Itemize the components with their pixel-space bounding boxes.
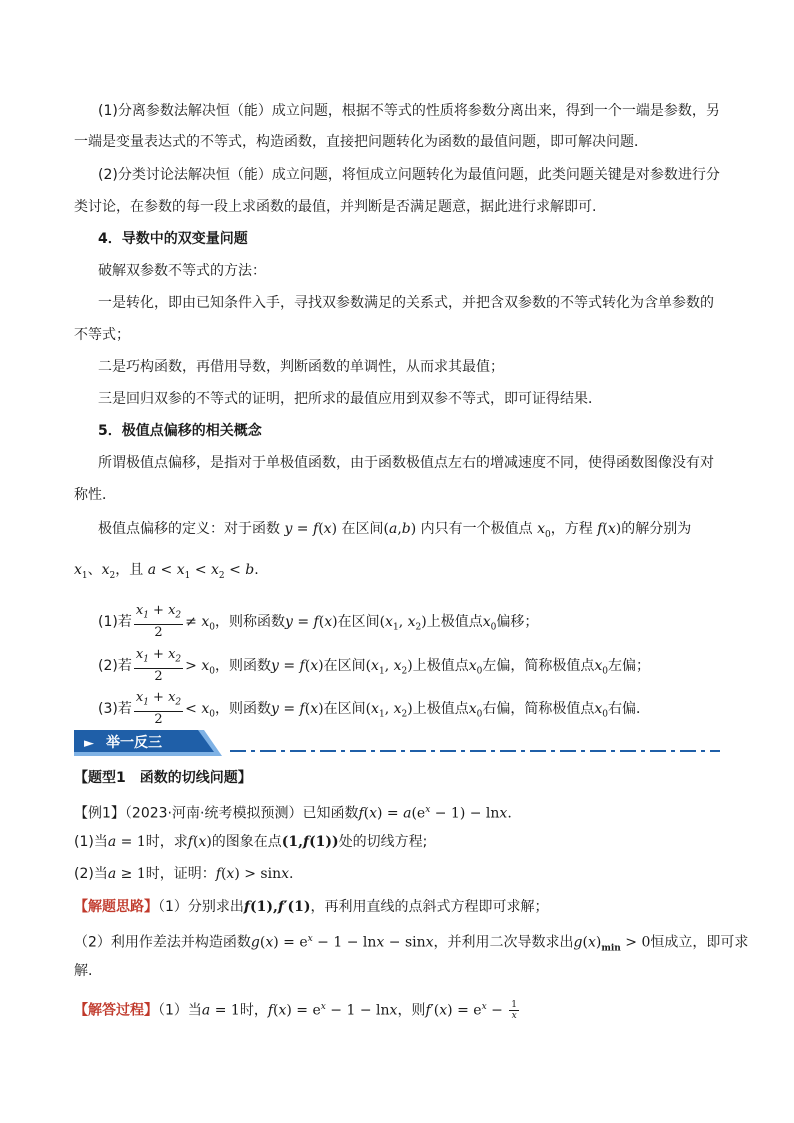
para-2-line-1: (2)分类讨论法解决恒（能）成立问题，将恒成立问题转化为最值问题，此类问题关键是对参数进行分 [98, 167, 720, 183]
case-2: (2)若 $\frac{x_1 + x_2}{2}$ > $x_0$，则函数y = f(x)在区间($x_1$, $x_2$)上极值点$x_0$左偏，简称极值点$x_0$左偏； [98, 647, 650, 684]
para-2-line-2: 类讨论，在参数的每一段上求函数的最值，并判断是否满足题意，据此进行求解即可. [74, 199, 597, 215]
para-6: 三是回归双参的不等式的证明，把所求的最值应用到双参不等式，即可证得结果． [98, 391, 602, 407]
section-heading-5: 5．极值点偏移的相关概念 [98, 423, 262, 439]
solution-idea-line-2: （2）利用作差法并构造函数$g(x) = e^x - 1 - \ln x - \sin x$，并利用二次导数求出$g(x)_{min} > 0$恒成立，即可求 [74, 934, 749, 954]
para-1-line-2: 一端是变量表达式的不等式，构造函数，直接把问题转化为函数的最值问题，即可解决问题． [74, 134, 648, 150]
definition-line: 极值点偏移的定义：对于函数 y = f(x) 在区间(a,b) 内只有一个极值点 $x_0$，方程 f(x)的解分别为 [98, 521, 692, 540]
para-4-line-2: 不等式； [74, 327, 130, 343]
solution-process-line-1: 【解答过程】（1）当a = 1时，$f(x) = e^x - 1 - \ln x$，则$f'(x) = e^x$ − $\frac{1}{x}$ [74, 1000, 518, 1022]
roots-line: $x_1$、$x_2$，且 $a < x_1 < x_2 < b$. [74, 562, 259, 581]
section-heading-4: 4．导数中的双变量问题 [98, 231, 248, 247]
example-1-statement: 【例1】（2023·河南·统考模拟预测）已知函数$f(x) = a(e^x - 1) - \ln x$. [74, 805, 512, 822]
solution-idea-line-1: 【解题思路】（1）分别求出f(1),f′(1)，再利用直线的点斜式方程即可求解； [74, 899, 549, 915]
para-7-line-2: 称性． [74, 487, 116, 503]
banner-dash-divider [230, 750, 720, 752]
para-5: 二是巧构函数，再借用导数，判断函数的单调性，从而求其最值； [98, 359, 504, 375]
section-banner [74, 730, 222, 756]
case-3: (3)若 $\frac{x_1 + x_2}{2}$ < $x_0$，则函数y = f(x)在区间($x_1$, $x_2$)上极值点$x_0$右偏，简称极值点$x_0$右偏． [98, 690, 650, 727]
example-1-part-1: (1)当a = 1时，求f(x)的图象在点(1,f(1))处的切线方程; [74, 834, 428, 850]
solution-idea-line-3: 解. [74, 963, 93, 979]
case-1: (1)若 $\frac{x_1 + x_2}{2}$ ≠ $x_0$，则称函数y = f(x)在区间($x_1$, $x_2$)上极值点$x_0$偏移； [98, 603, 539, 640]
banner-arrow-icon: ► [84, 736, 94, 751]
para-1-line-1: (1)分离参数法解决恒（能）成立问题，根据不等式的性质将参数分离出来，得到一个一端是参数，另 [98, 103, 720, 119]
banner-label: 举一反三 [106, 735, 162, 751]
para-3: 破解双参数不等式的方法： [98, 263, 266, 279]
question-type-heading: 【题型1 函数的切线问题】 [74, 770, 252, 786]
para-7-line-1: 所谓极值点偏移，是指对于单极值函数，由于函数极值点左右的增减速度不同，使得函数图像没有对 [98, 455, 714, 471]
para-4-line-1: 一是转化，即由已知条件入手，寻找双参数满足的关系式，并把含双参数的不等式转化为含单参数的 [98, 295, 714, 311]
example-1-part-2: (2)当a ≥ 1时，证明：f(x) > sinx. [74, 866, 294, 882]
